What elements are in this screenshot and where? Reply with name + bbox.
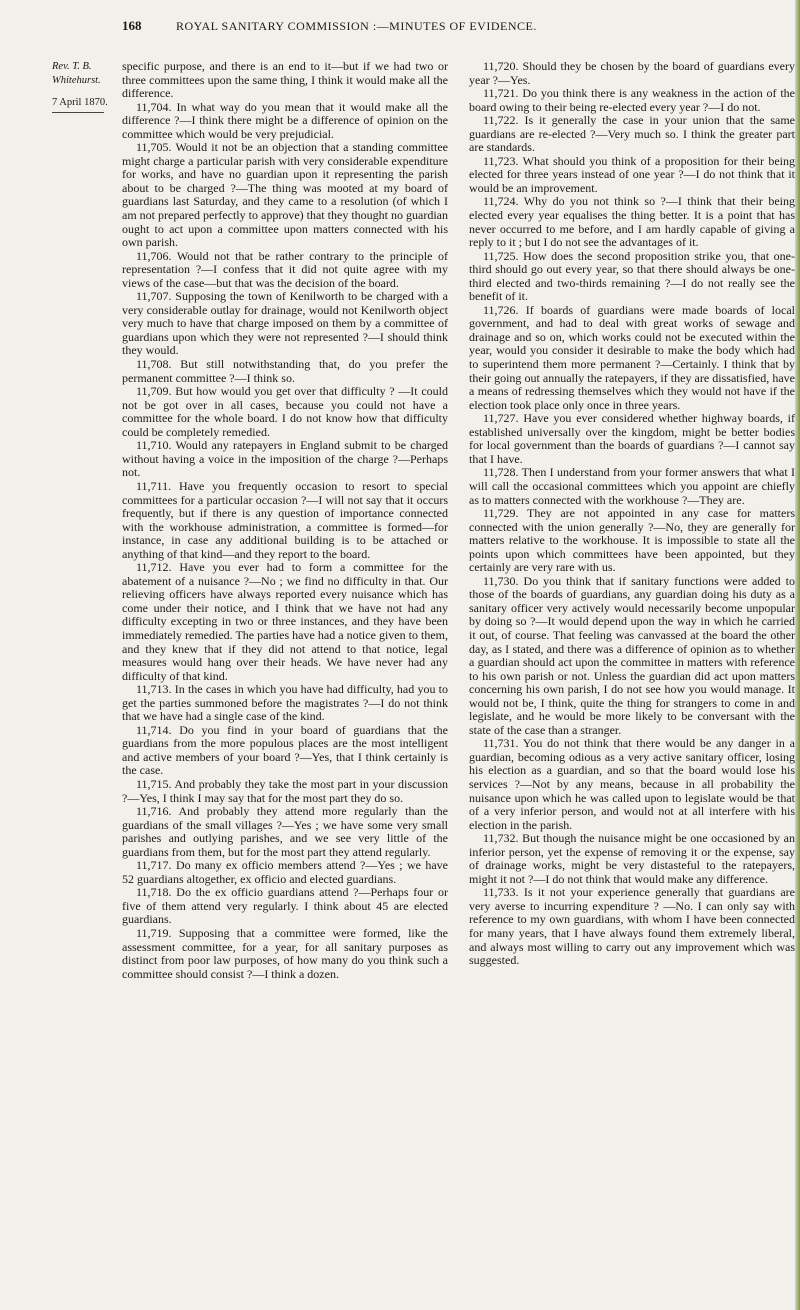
witness-name: Rev. T. B. Whitehurst.: [52, 61, 101, 86]
paragraph: 11,712. Have you ever had to form a committee for the abatement of a nuisance ?—No ; we find no difficulty in that. Our relieving officers have always reported every nuisance which has come under their notice, and I think that we have not had any difficulty excepting in two or three instances, and they have been immediately remedied. The parties have had a notice given to them, and they knew that if they did not attend to that notice, legal measures would hang over their heads. We have never had any difficulty of that kind.: [122, 560, 448, 683]
paragraph: 11,714. Do you find in your board of guardians that the guardians from the more populous places are the most intelligent and active members of your board ?—Yes, that I think certainly is the case.: [122, 722, 448, 778]
paragraph: 11,716. And probably they attend more regularly than the guardians of the small villages ?—Yes ; we have some very small parishes and outlying parishes, and we see very little of the guardians from them, but for the most part they attend regularly.: [122, 804, 448, 859]
paragraph: 11,719. Supposing that a committee were formed, like the assessment committee, for a year, for all sanitary purposes as distinct from poor law purposes, of how many do you think such a committee should consist ?—I think a dozen.: [122, 926, 448, 981]
testimony-date: 7 April 1870.: [52, 97, 108, 108]
paragraph: 11,708. But still notwithstanding that, do you prefer the permanent committee ?—I think so.: [122, 357, 448, 385]
paragraph: 11,731. You do not think that there would be any danger in a guardian, becoming odious as a very active sanitary officer, losing his election as a guardian, and so that the board would lose his services ?—Not by any means, because in all probability the nuisance upon which he was called upon to legislate would be that of a very inferior person, and would not at all interfere with his election in the parish.: [469, 736, 795, 832]
paragraph: 11,726. If boards of guardians were made boards of local government, and had to deal with great works of sewage and drainage and so on, which works could not be executed within the year, would you consider it desirable to make the body which had to superintend them more permanent ?—Certainly. I think that by their going out annually the ratepayers, if they are dissatisfied, have a means of redressing themselves which they would not have if the election took place only once in three years.: [469, 302, 795, 412]
running-head: ROYAL SANITARY COMMISSION :—MINUTES OF EVIDENCE.: [176, 19, 537, 33]
paragraph: 11,732. But though the nuisance might be one occasioned by an inferior person, yet the expense of removing it or the expense, say of drainage works, might be very distasteful to the ratepayers, might it not ?—I do not think that would make any difference.: [469, 831, 795, 886]
paragraph: 11,707. Supposing the town of Kenilworth to be charged with a very considerable outlay for drainage, would not Kenilworth object very much to have that charge imposed on them by a committee of guardians upon which they were not represented ?—I should think they would.: [122, 289, 448, 358]
paragraph: 11,723. What should you think of a proposition for their being elected for three years instead of one year ?—I do not think that it would be an improvement.: [469, 153, 795, 195]
paragraph: specific purpose, and there is an end to it—but if we had two or three committees upon the same thing, I think it would make all the difference.: [122, 59, 448, 101]
paragraph: 11,724. Why do you not think so ?—I think that their being elected every year equalises the thing better. It is a point that has never occurred to me before, and I am hardly capable of giving a reply to it ; but I do not see the advantages of it.: [469, 194, 795, 250]
paragraph: 11,718. Do the ex officio guardians attend ?—Perhaps four or five of them attend very regularly. I think about 45 are elected guardians.: [122, 885, 448, 927]
margin-note: [52, 60, 122, 113]
left-column: [122, 60, 448, 981]
page-header: [0, 18, 800, 38]
page-number: 168: [122, 18, 142, 33]
paragraph: 11,729. They are not appointed in any case for matters connected with the union generally ?—No, they are generally for matters relative to the workhouse. It is impossible to state all the points upon which committees have been appointed, but they certainly are very rare with us.: [469, 506, 795, 575]
paragraph: 11,722. Is it generally the case in your union that the same guardians are re-elected ?—Very much so. I think the greater part are standards.: [469, 113, 795, 155]
paragraph: 11,733. Is it not your experience generally that guardians are very averse to incurring expenditure ? —No. I can only say with reference to my own guardians, with whom I have been connected for many years, that I have always found them extremely liberal, and always most willing to carry out any improvement which was suggested.: [469, 885, 795, 968]
paragraph: 11,704. In what way do you mean that it would make all the difference ?—I think there might be a difference of opinion on the committee which would be very prejudicial.: [122, 99, 448, 141]
page-edge: [795, 0, 800, 1310]
paragraph: 11,730. Do you think that if sanitary functions were added to those of the boards of guardians, any guardian doing his duty as a sanitary officer very actively would necessarily become unpopular by doing so ?—It would depend upon the way in which he carried it out, of course. That feeling was canvassed at the board the other day, as I stated, and there was a difference of opinion as to whether a guardian should act upon the committee in matters with reference to his own parish or not. Unless the guardian did act upon matters concerning his own parish, I do not see how you would manage. It would not be, I think, quite the thing for strangers to come in and legislate, and he would be more likely to be conversant with the state of the case than a stranger.: [469, 573, 795, 737]
paragraph: 11,720. Should they be chosen by the board of guardians every year ?—Yes.: [469, 59, 795, 87]
date-underline: [52, 112, 104, 113]
paragraph: 11,711. Have you frequently occasion to resort to special committees for a particular occasion ?—I will not say that it occurs frequently, but if there is any question of importance connected with the workhouse administration, a committee is formed—for instance, in case any additional building is to be attached or anything of that kind—and they report to the board.: [122, 478, 448, 561]
paragraph: 11,706. Would not that be rather contrary to the principle of representation ?—I confess that it did not quite agree with my views of the case—but that was the decision of the board.: [122, 248, 448, 290]
paragraph: 11,709. But how would you get over that difficulty ? —It could not be got over in all cases, because you could not have a committee for the whole board. I do not know how that difficulty could be completely remedied.: [122, 384, 448, 439]
paragraph: 11,725. How does the second proposition strike you, that one-third should go out every year, so that there should always be one-third elected and two-thirds remaining ?—I do not really see the benefit of it.: [469, 248, 795, 304]
paragraph: 11,705. Would it not be an objection that a standing committee might charge a particular parish with very considerable expenditure for works, and have no guardian upon it representing the parish about to be charged ?—The thing was mooted at my board of guardians last Saturday, and they came to a resolution (of which I am not prepared perfectly to approve) that they thought no guardian ought to act upon a committee upon matters connected with his own parish.: [122, 140, 448, 250]
right-column: [469, 60, 795, 968]
paragraph: 11,728. Then I understand from your former answers that what I will call the occasional committees which you appoint are chiefly as to matters connected with the workhouse ?—They are.: [469, 465, 795, 507]
paragraph: 11,717. Do many ex officio members attend ?—Yes ; we have 52 guardians altogether, ex officio and elected guardians.: [122, 858, 448, 886]
paragraph: 11,727. Have you ever considered whether highway boards, if established universally over the kingdom, might be better bodies for local government than the boards of guardians ?—I cannot say that I have.: [469, 411, 795, 466]
paragraph: 11,721. Do you think there is any weakness in the action of the board owing to their being re-elected every year ?—I do not.: [469, 86, 795, 114]
paragraph: 11,715. And probably they take the most part in your discussion ?—Yes, I think I may say that for the most part they do so.: [122, 776, 448, 805]
paragraph: 11,710. Would any ratepayers in England submit to be charged without having a voice in the imposition of the charge ?—Perhaps not.: [122, 438, 448, 480]
paragraph: 11,713. In the cases in which you have had difficulty, had you to get the parties summoned before the magistrates ?—I do not think that we have had a single case of the kind.: [122, 682, 448, 724]
